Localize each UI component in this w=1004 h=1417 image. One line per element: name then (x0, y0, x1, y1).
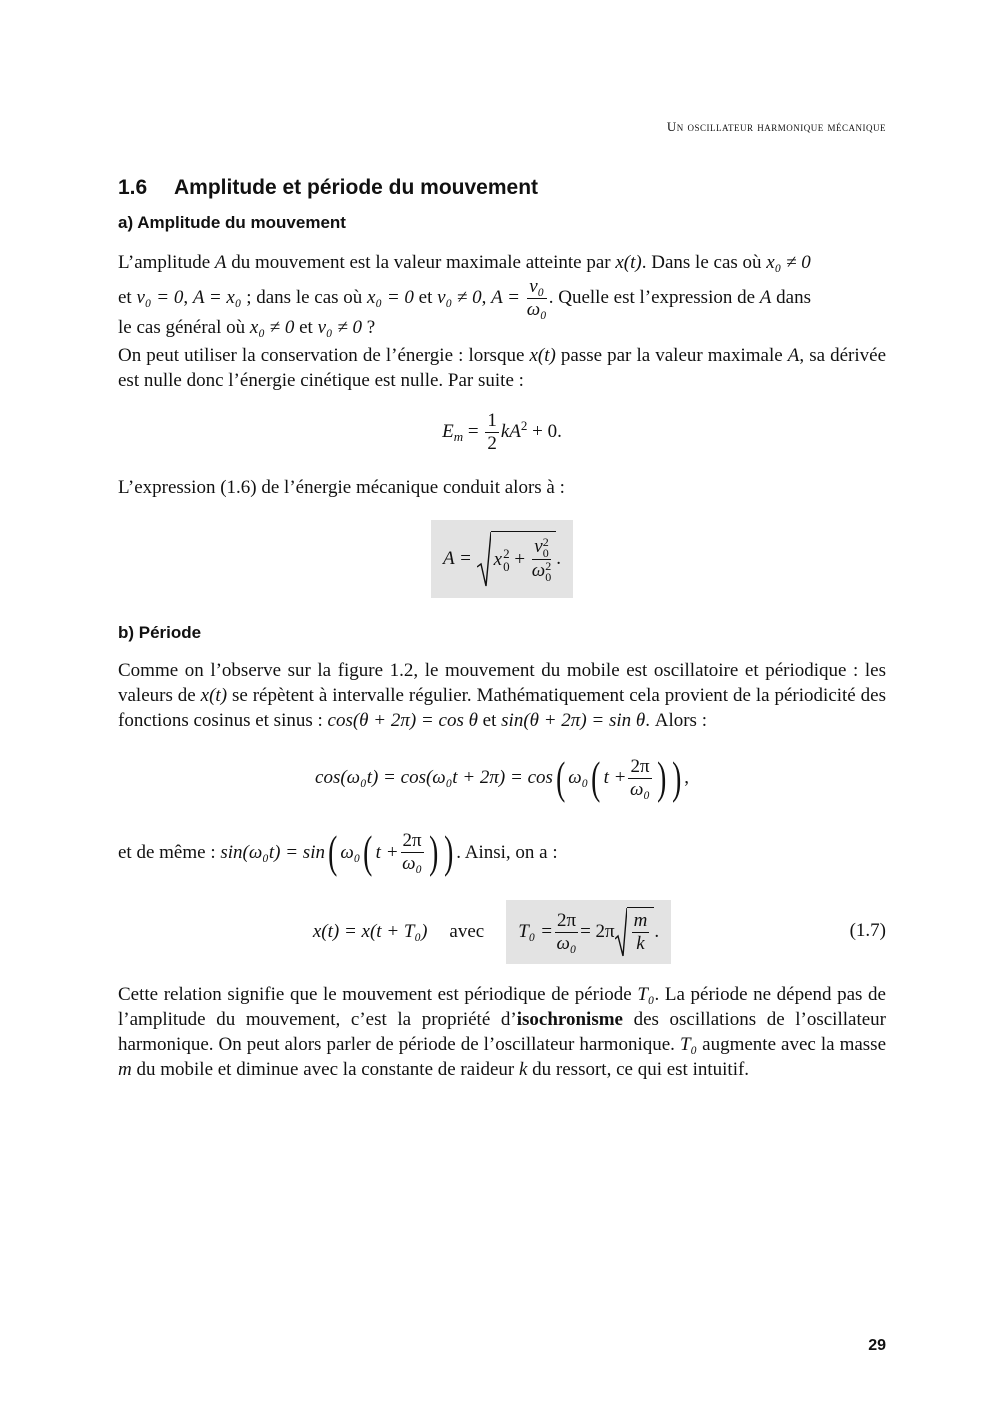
paragraph-energy-conservation: On peut utiliser la conservation de l’énergie : lorsque x(t) passe par la valeur maximale A, sa dérivée est nulle donc l’énergie cinétique est nulle. Par suite : (118, 345, 887, 391)
paragraph-isochronism: Cette relation signifie que le mouvement est périodique de période T₀. La période ne dépend pas de l’amplitude du mouvement, c’est la propriété d’isochronisme des oscillations de l’oscillateur harmonique. On peut alors parler de période de l’oscillateur harmonique. T₀ augmente avec la masse m du mobile et diminue avec la constante de raideur k du ressort, ce qui est intuitif. (118, 984, 886, 1080)
paragraph-expression: L’expression (1.6) de l’énergie mécanique conduit alors à : (118, 477, 565, 498)
paragraph-amplitude-line2: et v₀ = 0, A = x₀ ; dans le cas où x₀ = 0 et v₀ ≠ 0, A = $\frac{\text{v₀}}{\text{ω₀}}$ . Quelle est l’expression de A dans (118, 276, 811, 320)
paragraph-amplitude-line3: le cas général où x₀ ≠ 0 et v₀ ≠ 0 ? (118, 317, 376, 338)
equation-amplitude (118, 520, 886, 598)
equation-number: (1.7) (849, 920, 886, 941)
fraction-v0-over-w0: $\frac{\text{v₀}}{\text{ω₀}}$ (526, 276, 547, 320)
equation-cos: cos(ω₀t) = cos(ω₀t + 2π) = cos ( ω₀ ( t + $\frac{2\pi}{\text{ω₀}}$ ) ) , (315, 752, 689, 803)
paragraph-sin: et de même : sin(ω₀t) = sin ( ω₀ ( t + $\frac{2\pi}{\text{ω₀}}$ ) ) . Ainsi, on a : (118, 826, 558, 877)
running-head: Un oscillateur harmonique mécanique (666, 119, 886, 134)
section-title (118, 176, 538, 200)
equation-amplitude-box: A = x 2 0 + v 2 0 ω 2 0 . (431, 520, 573, 598)
subsection-period: b) Période (118, 623, 202, 642)
page-number: 29 (868, 1337, 886, 1354)
sqrt-sign: x 2 0 + v 2 0 ω 2 0 (477, 531, 557, 587)
paragraph-amplitude-intro: L’amplitude A du mouvement est la valeur maximale atteinte par x(t). Dans le cas où x₀ ≠ 0 (118, 252, 811, 273)
equation-period-box: T₀ = $\frac{2\pi}{\text{ω₀}}$ = 2π $\frac{m}{k}$ . (506, 900, 671, 964)
equation-energy: $E_m$ = $\frac{1}{2}$ $kA^2 + 0$. (442, 410, 562, 454)
section-title-text: Amplitude et période du mouvement (174, 176, 539, 199)
subsection-amplitude: a) Amplitude du mouvement (118, 213, 346, 232)
paragraph-periodicity: Comme on l’observe sur la figure 1.2, le mouvement du mobile est oscillatoire et périodique : les valeurs de x(t) se répètent à intervalle régulier. Mathématiquement cela provient de la périodicité des fonctions cosinus et sinus : cos(θ + 2π) = cos θ et sin(θ + 2π) = sin θ. Alors : (118, 660, 886, 731)
section-number: 1.6 (118, 176, 148, 199)
equation-period: x(t) = x(t + T₀) avec T₀ = $\frac{2\pi}{\text{ω₀}}$ = 2π $\frac{m}{k}$ . (118, 900, 886, 964)
